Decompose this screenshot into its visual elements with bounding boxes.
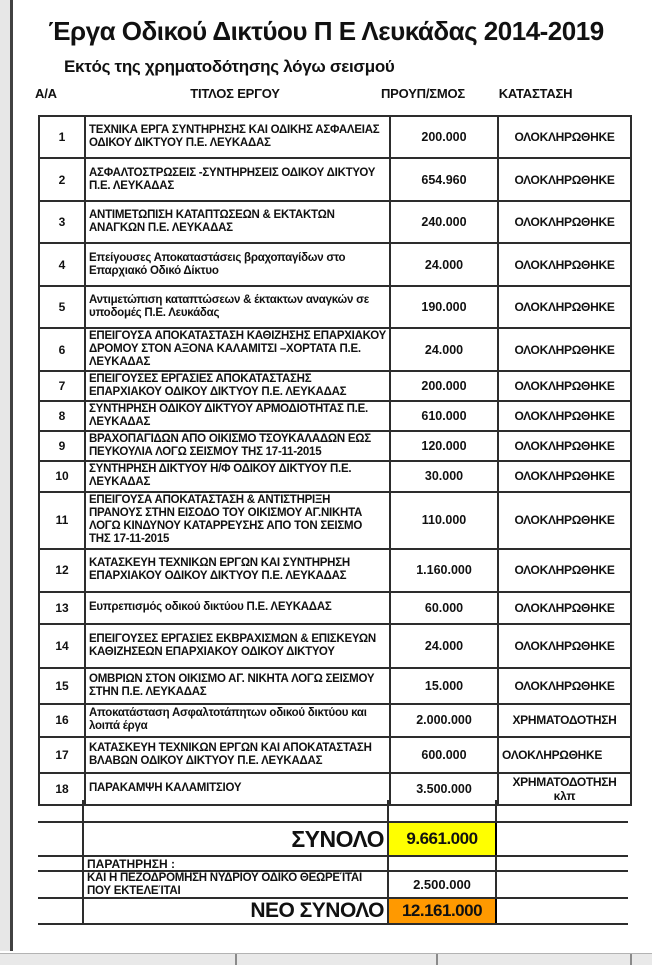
row-number-cell: 18 xyxy=(39,773,85,805)
scrollbar-tick-3[interactable] xyxy=(630,954,632,965)
project-title-cell: ΠΑΡΑΚΑΜΨΗ ΚΑΛΑΜΙΤΣΙΟΥ xyxy=(85,773,390,805)
project-title-cell: Ευπρεπισμός οδικού δικτύου Π.Ε. ΛΕΥΚΑΔΑΣ xyxy=(85,592,390,624)
status-cell: ΟΛΟΚΛΗΡΩΘΗΚΕ xyxy=(498,461,631,492)
bottom-scrollbar[interactable] xyxy=(0,953,652,965)
table-row xyxy=(39,401,631,431)
note-label: ΠΑΡΑΤΗΡΗΣΗ : xyxy=(83,856,388,871)
budget-cell: 190.000 xyxy=(390,286,498,328)
project-title-cell: ΣΥΝΤΗΡΗΣΗ ΔΙΚΤΥΟΥ Η/Φ ΟΔΙΚΟΥ ΔΙΚΤΥΟΥ Π.Ε. ΛΕΥΚΑΔΑΣ xyxy=(85,461,390,492)
status-cell: ΧΡΗΜΑΤΟΔΟΤΗΣΗ xyxy=(498,704,631,737)
project-title-cell: ΣΥΝΤΗΡΗΣΗ ΟΔΙΚΟΥ ΔΙΚΤΥΟΥ ΑΡΜΟΔΙΟΤΗΤΑΣ Π.Ε. ΛΕΥΚΑΔΑΣ xyxy=(85,401,390,431)
project-title-cell: ΑΝΤΙΜΕΤΩΠΙΣΗ ΚΑΤΑΠΤΩΣΕΩΝ & ΕΚΤΑΚΤΩΝ ΑΝΑΓΚΩΝ Π.Ε. ΛΕΥΚΑΔΑΣ xyxy=(85,201,390,243)
budget-cell: 24.000 xyxy=(390,328,498,371)
row-number-cell: 2 xyxy=(39,158,85,201)
row-number-cell: 6 xyxy=(39,328,85,371)
status-cell: ΟΛΟΚΛΗΡΩΘΗΚΕ xyxy=(498,737,631,773)
project-title-cell: ΟΜΒΡΙΩΝ ΣΤΟΝ ΟΙΚΙΣΜΟ ΑΓ. ΝΙΚΗΤΑ ΛΟΓΩ ΣΕΙΣΜΟΥ ΣΤΗΝ Π.Ε. ΛΕΥΚΑΔΑΣ xyxy=(85,668,390,704)
budget-cell: 2.000.000 xyxy=(390,704,498,737)
row-number-cell: 14 xyxy=(39,624,85,668)
table-row xyxy=(39,592,631,624)
page-title: Έργα Οδικού Δικτύου Π Ε Λευκάδας 2014-2019 xyxy=(48,16,604,46)
table-row xyxy=(39,431,631,461)
row-number-cell: 12 xyxy=(39,549,85,592)
note-text: ΚΑΙ Η ΠΕΖΟΔΡΟΜΗΣΗ ΝΥΔΡΙΟΥ ΟΔΙΚΟ ΘΕΩΡΕΊΤΑΙ ΠΟΥ ΕΚΤΕΛΕΊΤΑΙ xyxy=(83,871,388,898)
note-value: 2.500.000 xyxy=(388,871,496,898)
table-row xyxy=(39,116,631,158)
status-cell: ΟΛΟΚΛΗΡΩΘΗΚΕ xyxy=(498,201,631,243)
table-row xyxy=(39,243,631,286)
status-cell: ΟΛΟΚΛΗΡΩΘΗΚΕ xyxy=(498,116,631,158)
budget-cell: 60.000 xyxy=(390,592,498,624)
project-title-cell: ΚΑΤΑΣΚΕΥΗ ΤΕΧΝΙΚΩΝ ΕΡΓΩΝ ΚΑΙ ΣΥΝΤΗΡΗΣΗ ΕΠΑΡΧΙΑΚΟΥ ΟΔΙΚΟΥ ΔΙΚΤΥΟΥ Π.Ε. ΛΕΥΚΑΔΑΣ xyxy=(85,549,390,592)
status-cell: ΟΛΟΚΛΗΡΩΘΗΚΕ xyxy=(498,668,631,704)
budget-cell: 15.000 xyxy=(390,668,498,704)
column-header-budget: ΠΡΟΥΠ/ΣΜΟΣ xyxy=(380,86,466,101)
project-title-cell: ΤΕΧΝΙΚΑ ΕΡΓΑ ΣΥΝΤΗΡΗΣΗΣ ΚΑΙ ΟΔΙΚΗΣ ΑΣΦΑΛΕΙΑΣ ΟΔΙΚΟΥ ΔΙΚΤΥΟΥ Π.Ε. ΛΕΥΚΑΔΑΣ xyxy=(85,116,390,158)
budget-cell: 200.000 xyxy=(390,116,498,158)
project-title-cell: ΚΑΤΑΣΚΕΥΗ ΤΕΧΝΙΚΩΝ ΕΡΓΩΝ ΚΑΙ ΑΠΟΚΑΤΑΣΤΑΣΗ ΒΛΑΒΩΝ ΟΔΙΚΟΥ ΔΙΚΤΥΟΥ Π.Ε. ΛΕΥΚΑΔΑΣ xyxy=(85,737,390,773)
page-margin-strip xyxy=(0,0,10,951)
row-number-cell: 9 xyxy=(39,431,85,461)
project-title-cell: Αντιμετώπιση καταπτώσεων & έκτακτων αναγκών σε υποδομές Π.Ε. Λευκάδας xyxy=(85,286,390,328)
status-cell: ΟΛΟΚΛΗΡΩΘΗΚΕ xyxy=(498,431,631,461)
row-number-cell: 3 xyxy=(39,201,85,243)
table-row xyxy=(39,668,631,704)
row-number-cell: 5 xyxy=(39,286,85,328)
row-number-cell: 13 xyxy=(39,592,85,624)
status-cell: ΟΛΟΚΛΗΡΩΘΗΚΕ xyxy=(498,243,631,286)
total-row xyxy=(38,822,628,856)
total-label: ΣΥΝΟΛΟ xyxy=(83,822,388,856)
table-row xyxy=(39,549,631,592)
budget-cell: 120.000 xyxy=(390,431,498,461)
status-cell: ΟΛΟΚΛΗΡΩΘΗΚΕ xyxy=(498,328,631,371)
status-cell: ΟΛΟΚΛΗΡΩΘΗΚΕ xyxy=(498,549,631,592)
summary-empty-row xyxy=(38,800,628,822)
row-number-cell: 7 xyxy=(39,371,85,401)
new-total-label: ΝΕΟ ΣΥΝΟΛΟ xyxy=(83,898,388,924)
project-title-cell: ΒΡΑΧΟΠΑΓΙΔΩΝ ΑΠΟ ΟΙΚΙΣΜΟ ΤΣΟΥΚΑΛΑΔΩΝ ΕΩΣ ΠΕΥΚΟΥΛΙΑ ΛΟΓΩ ΣΕΙΣΜΟΥ ΤΗΣ 17-11-2015 xyxy=(85,431,390,461)
new-total-value: 12.161.000 xyxy=(388,898,496,924)
scrollbar-tick-1[interactable] xyxy=(235,954,237,965)
table-row xyxy=(39,704,631,737)
status-cell: ΟΛΟΚΛΗΡΩΘΗΚΕ xyxy=(498,624,631,668)
table-row xyxy=(39,737,631,773)
row-number-cell: 4 xyxy=(39,243,85,286)
project-title-cell: Επείγουσες Αποκαταστάσεις βραχοπαγίδων στο Επαρχιακό Οδικό Δίκτυο xyxy=(85,243,390,286)
budget-cell: 24.000 xyxy=(390,243,498,286)
note-label-row xyxy=(38,856,628,871)
row-number-cell: 17 xyxy=(39,737,85,773)
project-title-cell: ΑΣΦΑΛΤΟΣΤΡΩΣΕΙΣ -ΣΥΝΤΗΡΗΣΕΙΣ ΟΔΙΚΟΥ ΔΙΚΤΥΟΥ Π.Ε. ΛΕΥΚΑΔΑΣ xyxy=(85,158,390,201)
status-cell: ΟΛΟΚΛΗΡΩΘΗΚΕ xyxy=(498,492,631,549)
status-cell: ΟΛΟΚΛΗΡΩΘΗΚΕ xyxy=(498,286,631,328)
page-subtitle: Εκτός της χρηματοδότησης λόγω σεισμού xyxy=(64,57,395,76)
note-row xyxy=(38,871,628,898)
budget-cell: 200.000 xyxy=(390,371,498,401)
scrollbar-tick-2[interactable] xyxy=(436,954,438,965)
row-number-cell: 10 xyxy=(39,461,85,492)
column-header-num: Α/Α xyxy=(35,86,57,101)
table-row xyxy=(39,371,631,401)
budget-cell: 110.000 xyxy=(390,492,498,549)
row-number-cell: 1 xyxy=(39,116,85,158)
status-cell: ΟΛΟΚΛΗΡΩΘΗΚΕ xyxy=(498,592,631,624)
row-number-cell: 8 xyxy=(39,401,85,431)
table-row xyxy=(39,624,631,668)
projects-table xyxy=(38,115,632,806)
table-row xyxy=(39,201,631,243)
table-row xyxy=(39,461,631,492)
row-number-cell: 15 xyxy=(39,668,85,704)
column-header-title: ΤΙΤΛΟΣ ΕΡΓΟΥ xyxy=(190,86,280,101)
project-title-cell: Αποκατάσταση Ασφαλτοτάπητων οδικού δικτύου και λοιπά έργα xyxy=(85,704,390,737)
budget-cell: 610.000 xyxy=(390,401,498,431)
table-row xyxy=(39,286,631,328)
budget-cell: 240.000 xyxy=(390,201,498,243)
status-cell: ΟΛΟΚΛΗΡΩΘΗΚΕ xyxy=(498,371,631,401)
table-row xyxy=(39,328,631,371)
budget-cell: 654.960 xyxy=(390,158,498,201)
page-edge-line xyxy=(10,0,13,951)
row-number-cell: 11 xyxy=(39,492,85,549)
project-title-cell: ΕΠΕΙΓΟΥΣΑ ΑΠΟΚΑΤΑΣΤΑΣΗ & ΑΝΤΙΣΤΗΡΙΞΗ ΠΡΑΝΟΥΣ ΣΤΗΝ ΕΙΣΟΔΟ ΤΟΥ ΟΙΚΙΣΜΟΥ ΑΓ.ΝΙΚΗΤΑ ΛΟΓΩ ΚΙΝΔΥΝΟΥ ΚΑΤΑΡΡΕΥΣΗΣ ΑΠΟ ΤΟΝ ΣΕΙΣΜΟ ΤΗΣ 17-11-2015 xyxy=(85,492,390,549)
status-cell: ΟΛΟΚΛΗΡΩΘΗΚΕ xyxy=(498,158,631,201)
budget-cell: 3.500.000 xyxy=(390,773,498,805)
project-title-cell: ΕΠΕΙΓΟΥΣΕΣ ΕΡΓΑΣΙΕΣ ΕΚΒΡΑΧΙΣΜΩΝ & ΕΠΙΣΚΕΥΩΝ ΚΑΘΙΖΗΣΕΩΝ ΕΠΑΡΧΙΑΚΟΥ ΟΔΙΚΟΥ ΔΙΚΤΥΟΥ xyxy=(85,624,390,668)
budget-cell: 1.160.000 xyxy=(390,549,498,592)
summary-table xyxy=(38,800,628,925)
total-value: 9.661.000 xyxy=(388,822,496,856)
new-total-row xyxy=(38,898,628,924)
table-row xyxy=(39,158,631,201)
budget-cell: 600.000 xyxy=(390,737,498,773)
column-header-status: ΚΑΤΑΣΤΑΣΗ xyxy=(498,86,573,101)
status-cell: ΧΡΗΜΑΤΟΔΟΤΗΣΗ κλπ xyxy=(498,773,631,805)
row-number-cell: 16 xyxy=(39,704,85,737)
project-title-cell: ΕΠΕΙΓΟΥΣΕΣ ΕΡΓΑΣΙΕΣ ΑΠΟΚΑΤΑΣΤΑΣΗΣ ΕΠΑΡΧΙΑΚΟΥ ΟΔΙΚΟΥ ΔΙΚΤΥΟΥ Π.Ε. ΛΕΥΚΑΔΑΣ xyxy=(85,371,390,401)
budget-cell: 30.000 xyxy=(390,461,498,492)
status-cell: ΟΛΟΚΛΗΡΩΘΗΚΕ xyxy=(498,401,631,431)
project-title-cell: ΕΠΕΙΓΟΥΣΑ ΑΠΟΚΑΤΑΣΤΑΣΗ ΚΑΘΙΖΗΣΗΣ ΕΠΑΡΧΙΑΚΟΥ ΔΡΟΜΟΥ ΣΤΟΝ ΑΞΟΝΑ ΚΑΛΑΜΙΤΣΙ –ΧΟΡΤΑΤΑ Π.Ε. ΛΕΥΚΑΔΑΣ xyxy=(85,328,390,371)
table-row xyxy=(39,492,631,549)
budget-cell: 24.000 xyxy=(390,624,498,668)
